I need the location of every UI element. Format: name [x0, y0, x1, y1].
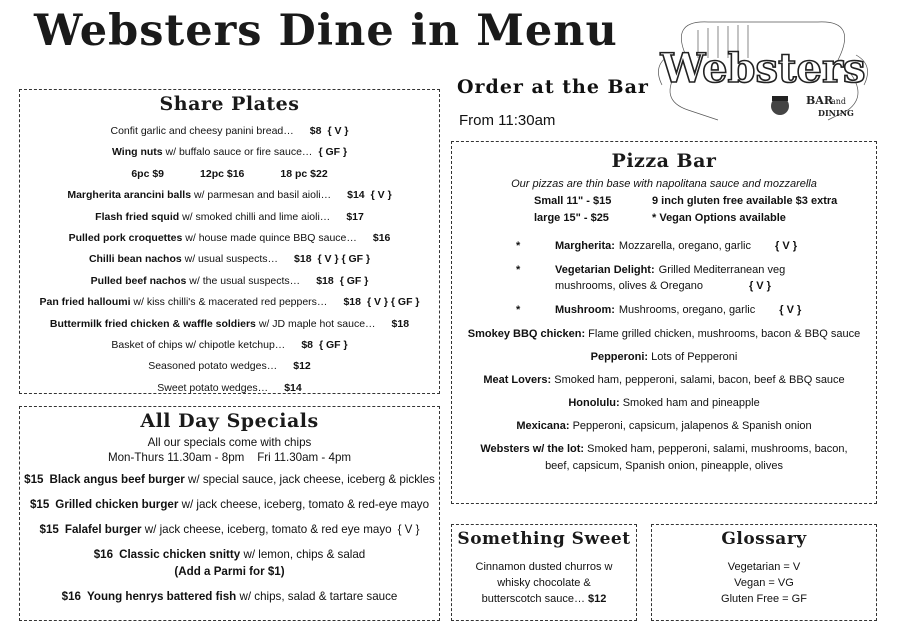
item-price: $18	[316, 274, 334, 287]
pizza-veg-item	[452, 302, 876, 318]
item-tags: { V }	[327, 125, 349, 137]
pizza-desc: Flame grilled chicken, mushrooms, bacon & BBQ sauce	[585, 328, 861, 340]
pizza-tags: { V }	[748, 280, 771, 292]
item-desc: w/ parmesan and basil aioli…	[191, 189, 332, 202]
menu-item	[20, 378, 439, 399]
pizza-size-small: Small 11" - $15	[534, 195, 612, 207]
glossary-gluten-free: Gluten Free = GF	[721, 593, 807, 605]
item-price: $8	[301, 339, 313, 352]
pizza-tags: { V }	[774, 240, 797, 252]
pizza-tags: { V }	[779, 304, 802, 316]
item-tags: { V } { GF }	[317, 253, 371, 266]
special-desc: w/ lemon, chips & salad	[240, 548, 366, 561]
special-name: Young henrys battered fish	[86, 590, 237, 603]
item-price: $12	[293, 360, 311, 373]
glossary-section	[651, 524, 877, 621]
sweet-line-2: whisky chocolate &	[497, 577, 591, 589]
pizza-section	[451, 141, 877, 504]
pizza-veg-item	[452, 262, 876, 294]
item-price: $14	[284, 381, 302, 394]
special-item	[20, 564, 439, 579]
pizza-desc: Smoked ham, pepperoni, salami, bacon, beef & BBQ sauce	[551, 374, 845, 386]
something-sweet-section	[451, 524, 637, 621]
specials-list	[20, 472, 439, 604]
pizza-vegetarian-list	[452, 238, 876, 318]
pizza-star: *	[516, 264, 521, 276]
websters-logo	[648, 10, 878, 130]
something-sweet-heading: Something Sweet	[457, 529, 631, 549]
item-desc: Confit garlic and cheesy panini bread…	[110, 125, 294, 137]
glossary-vegetarian: Vegetarian = V	[727, 561, 801, 573]
menu-item	[20, 121, 439, 142]
menu-item	[20, 314, 439, 335]
menu-item	[20, 356, 439, 377]
pizza-name: Honolulu:	[568, 397, 620, 409]
item-name: Chilli bean nachos	[88, 253, 182, 266]
pizza-name: Smokey BBQ chicken:	[467, 328, 586, 340]
item-price: $8	[309, 125, 322, 137]
pizza-name: Margherita:	[555, 240, 615, 252]
item-desc: 6pc $9	[131, 167, 165, 180]
order-at-bar-heading: Order at the Bar	[457, 76, 649, 98]
special-desc: w/ jack cheese, iceberg, tomato & red eye mayo	[141, 523, 392, 536]
pizza-name: Mushroom:	[555, 304, 615, 316]
menu-item	[20, 185, 439, 206]
item-price: $18	[294, 253, 312, 266]
special-price: $15	[29, 498, 50, 511]
sweet-line-1: Cinnamon dusted churros w	[475, 561, 613, 573]
pizza-name: Mexicana:	[516, 420, 570, 432]
pizza-desc: Mushrooms, oregano, garlic	[618, 304, 756, 316]
pizza-name: Websters w/ the lot:	[480, 443, 585, 455]
pizza-desc: Grilled Mediterranean veg	[658, 264, 786, 276]
item-desc: w/ buffalo sauce or fire sauce…	[162, 146, 313, 159]
page-title: Websters Dine in Menu	[34, 6, 618, 56]
pizza-name: Meat Lovers:	[483, 374, 552, 386]
item-name: Flash fried squid	[95, 210, 180, 223]
pizza-list	[452, 326, 876, 475]
item-price: $16	[372, 232, 391, 245]
specials-note-chips: All our specials come with chips	[147, 436, 312, 449]
pizza-item	[452, 395, 876, 412]
pizza-item	[452, 349, 876, 366]
item-price: $18	[391, 317, 410, 330]
item-name: Pulled pork croquettes	[68, 232, 183, 245]
special-desc: w/ special sauce, jack cheese, iceberg & pickles	[184, 473, 435, 486]
specials-heading: All Day Specials	[140, 410, 319, 432]
share-plates-section	[19, 89, 440, 394]
special-name: Falafel burger	[64, 523, 142, 536]
item-desc: w/ house made quince BBQ sauce…	[182, 232, 357, 245]
logo-sub-dining: DINING	[818, 108, 854, 118]
menu-item	[20, 207, 439, 228]
pizza-name: Vegetarian Delight:	[555, 264, 655, 276]
pizza-name: Pepperoni:	[590, 351, 649, 363]
pizza-desc-2: mushrooms, olives & Oregano	[555, 280, 703, 292]
logo-word: Websters	[660, 45, 866, 92]
special-item	[20, 472, 439, 487]
glossary-heading: Glossary	[721, 529, 807, 549]
menu-item	[20, 335, 439, 356]
item-price: $18	[343, 296, 361, 309]
item-desc: Sweet potato wedges…	[157, 381, 269, 394]
menu-item	[20, 292, 439, 313]
item-desc: Seasoned potato wedges…	[148, 360, 278, 373]
glossary-vegan: Vegan = VG	[734, 577, 794, 589]
menu-item	[20, 164, 439, 185]
special-item	[20, 589, 439, 604]
special-name: Black angus beef burger	[49, 473, 185, 486]
item-name: Buttermilk fried chicken & waffle soldiers	[49, 317, 256, 330]
item-tags: { GF }	[318, 146, 348, 159]
menu-item	[20, 249, 439, 270]
specials-note-hours: Mon-Thurs 11.30am - 8pm Fri 11.30am - 4pm	[107, 451, 352, 464]
special-price: $15	[24, 473, 44, 486]
item-option: 18 pc $22	[280, 167, 328, 180]
specials-section	[19, 406, 440, 621]
item-desc: Basket of chips w/ chipotle ketchup…	[111, 339, 286, 352]
item-option: 12pc $16	[200, 167, 245, 180]
menu-item	[20, 142, 439, 163]
special-item	[20, 497, 439, 512]
pizza-desc: Pepperoni, capsicum, jalapenos & Spanish onion	[569, 420, 812, 432]
pizza-size-large: large 15" - $25	[534, 212, 609, 224]
special-price: $15	[39, 523, 59, 536]
logo-sub-and: and	[831, 97, 847, 106]
item-desc: w/ the usual suspects…	[186, 274, 301, 287]
share-plates-heading: Share Plates	[159, 93, 300, 115]
item-name: Pan fried halloumi	[39, 296, 131, 309]
pizza-item	[452, 326, 876, 343]
item-desc: w/ JD maple hot sauce…	[255, 317, 376, 330]
special-tags: { V }	[397, 523, 420, 536]
pizza-item	[452, 418, 876, 435]
pizza-desc: Lots of Pepperoni	[648, 351, 738, 363]
item-desc: w/ smoked chilli and lime aioli…	[179, 210, 331, 223]
pizza-veg-item	[452, 238, 876, 254]
item-tags: { GF }	[339, 274, 369, 287]
pizza-desc: Smoked ham and pineapple	[619, 397, 760, 409]
share-plates-list	[20, 121, 439, 399]
pizza-desc: Smoked ham, pepperoni, salami, mushrooms, bacon,	[584, 443, 848, 455]
item-desc: w/ kiss chilli's & macerated red peppers…	[130, 296, 328, 309]
item-name: Pulled beef nachos	[90, 274, 187, 287]
special-desc: w/ chips, salad & tartare sauce	[236, 590, 398, 603]
pizza-heading: Pizza Bar	[611, 150, 717, 172]
menu-item	[20, 271, 439, 292]
pizza-intro: Our pizzas are thin base with napolitana sauce and mozzarella	[511, 178, 817, 190]
item-desc: w/ usual suspects…	[181, 253, 279, 266]
special-name: (Add a Parmi for $1)	[174, 565, 285, 578]
item-price: $14	[347, 189, 365, 202]
special-name: Grilled chicken burger	[55, 498, 179, 511]
pizza-item	[452, 372, 876, 389]
item-name: Wing nuts	[111, 146, 163, 159]
sweet-line-3: butterscotch sauce…	[481, 593, 585, 605]
item-price: $17	[346, 210, 364, 223]
pizza-vegan-note: * Vegan Options available	[652, 212, 786, 224]
special-price: $16	[61, 590, 81, 603]
special-item	[20, 547, 439, 562]
sweet-price: $12	[588, 593, 607, 605]
special-name: Classic chicken snitty	[119, 548, 241, 561]
pizza-star: *	[516, 240, 521, 252]
pizza-gf-note: 9 inch gluten free available $3 extra	[652, 195, 838, 207]
pizza-desc-2: beef, capsicum, Spanish onion, pineapple, olives	[545, 460, 783, 472]
item-tags: { V }	[370, 189, 392, 202]
item-tags: { V } { GF }	[366, 296, 420, 309]
pizza-desc: Mozzarella, oregano, garlic	[618, 240, 751, 252]
special-item	[20, 522, 439, 537]
special-price: $16	[93, 548, 114, 561]
opening-time: From 11:30am	[459, 112, 556, 129]
logo-sub-bar: BAR	[806, 94, 833, 107]
item-tags: { GF }	[319, 339, 348, 352]
pizza-item	[452, 441, 876, 475]
special-desc: w/ jack cheese, iceberg, tomato & red-eye mayo	[178, 498, 430, 511]
menu-item	[20, 228, 439, 249]
pizza-star: *	[516, 304, 521, 316]
item-name: Margherita arancini balls	[67, 189, 192, 202]
